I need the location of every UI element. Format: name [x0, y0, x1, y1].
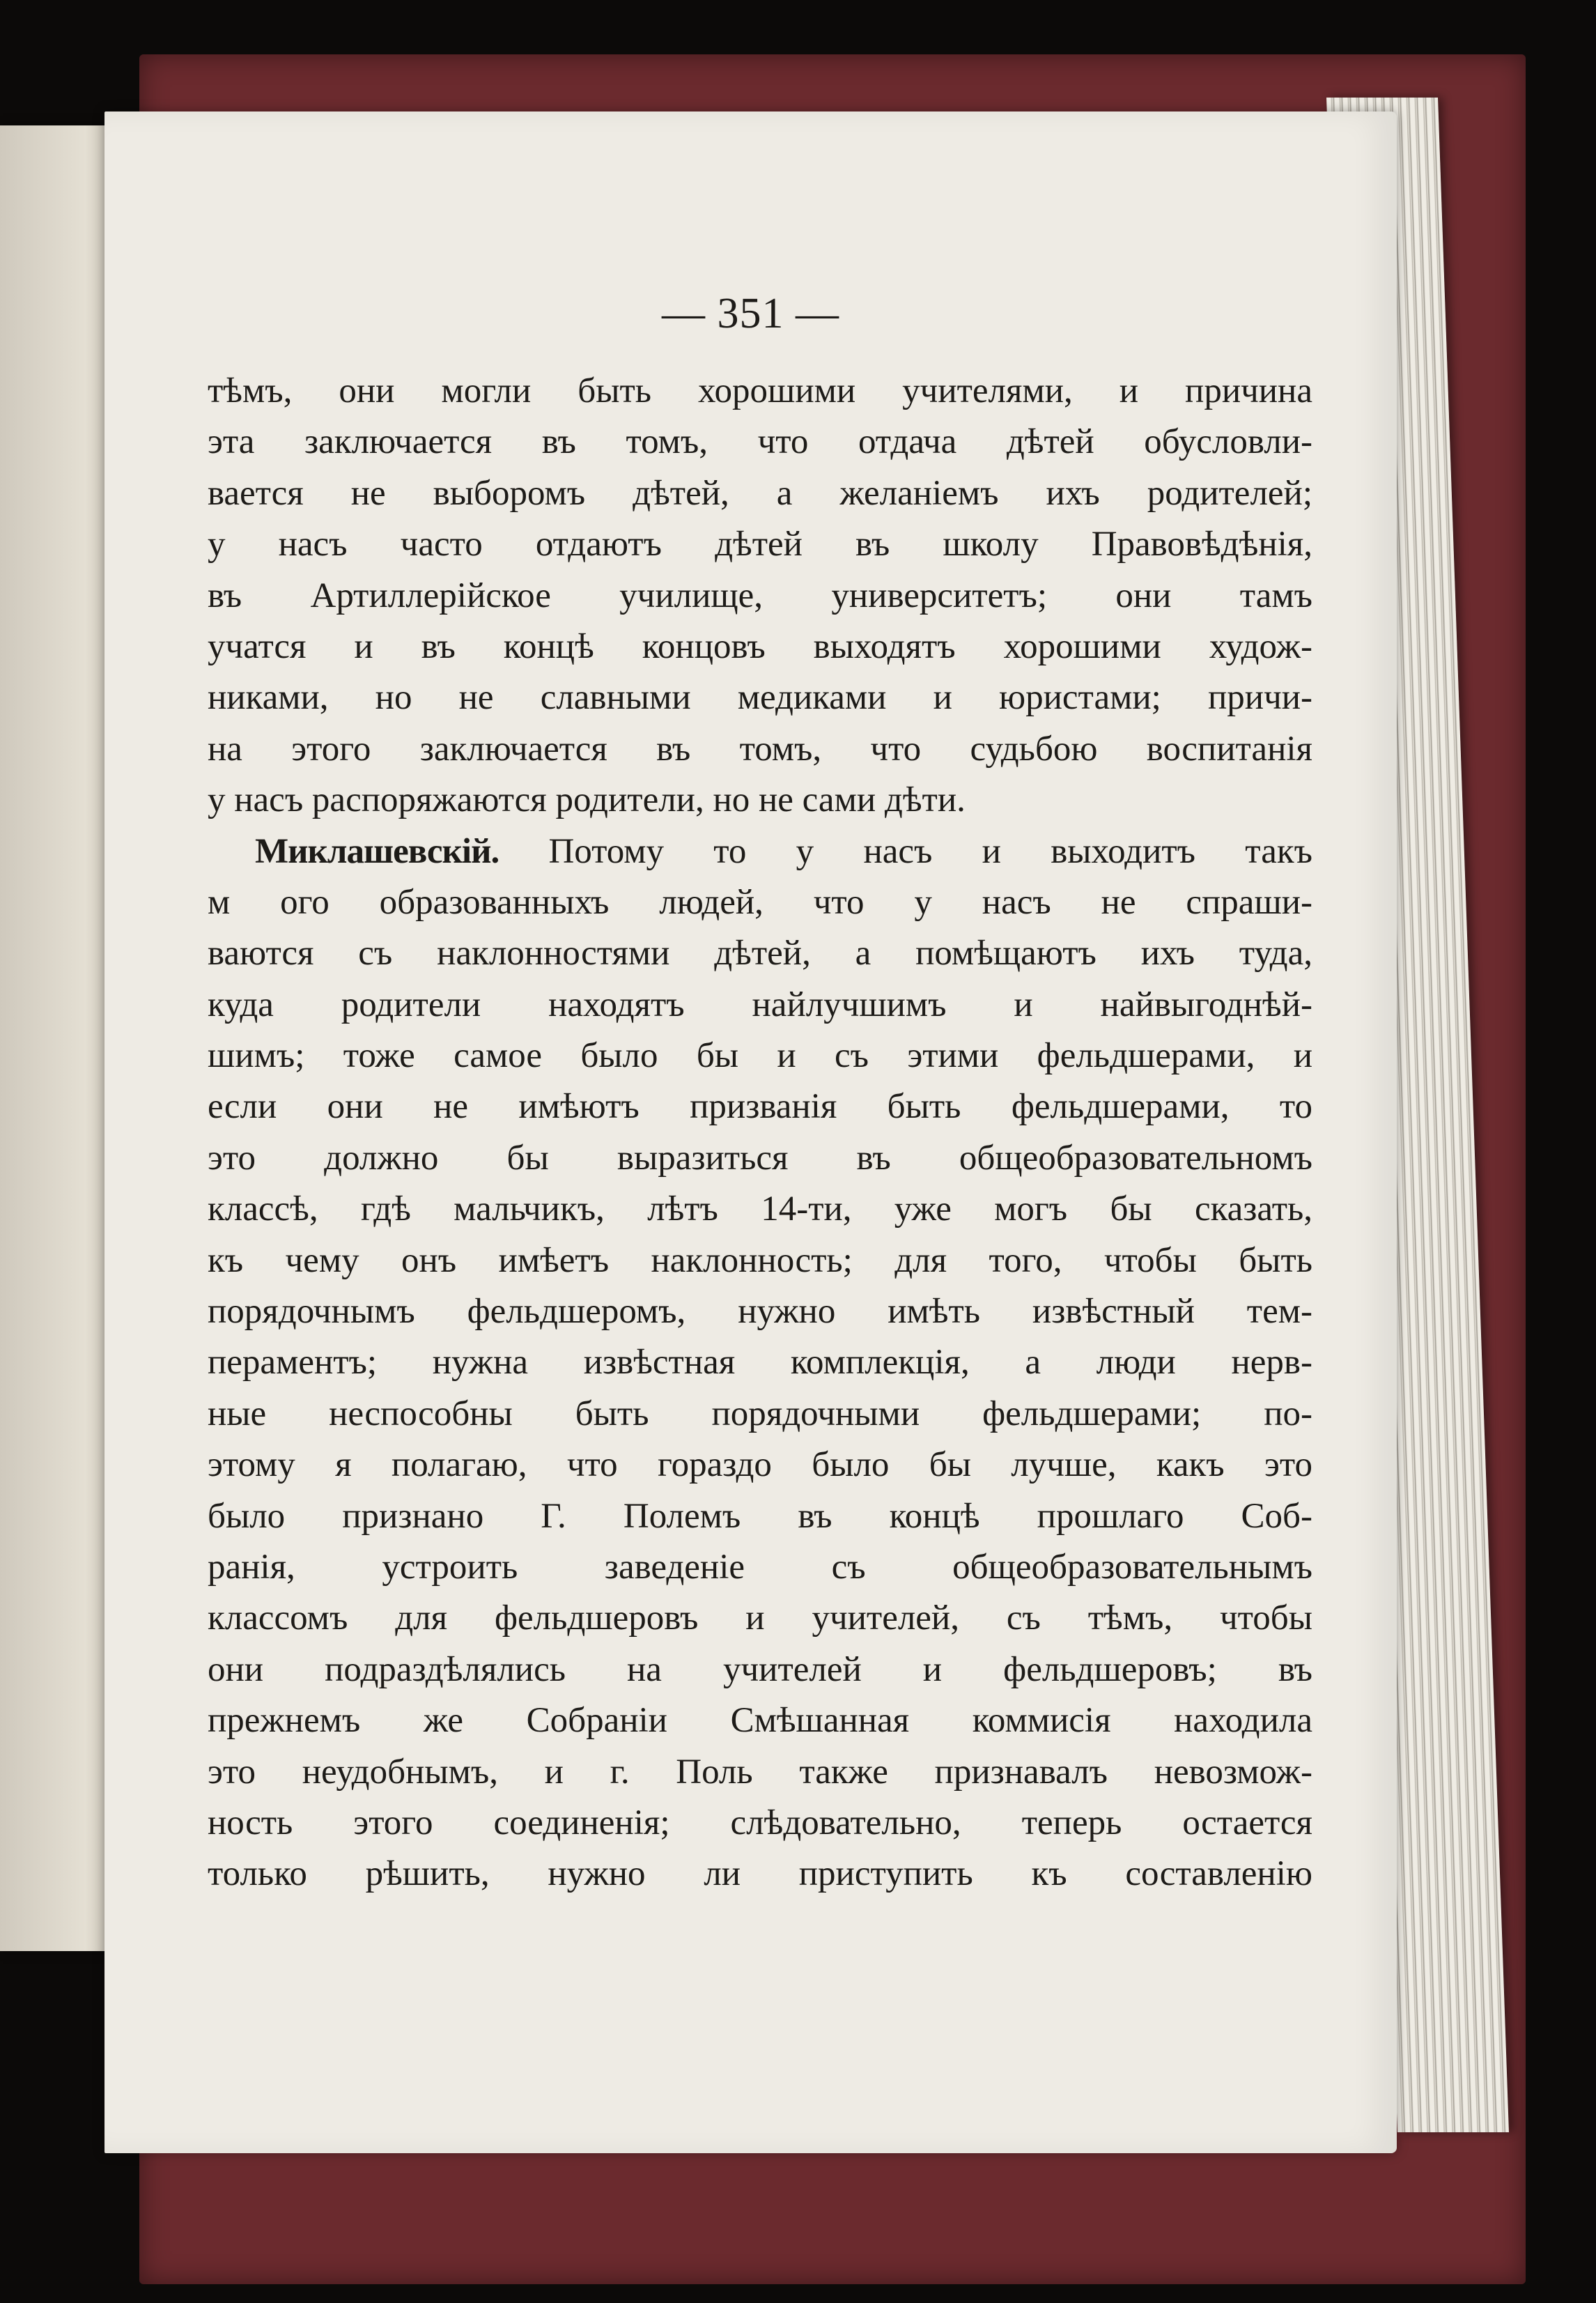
text-line: на этого заключается въ томъ, что судьбою воспитанія — [208, 729, 1312, 769]
left-page-edge — [0, 125, 122, 1951]
speaker-line — [208, 826, 1312, 877]
text-line: прежнемъ же Собраніи Смѣшанная коммисія находила — [208, 1701, 1312, 1741]
text-line: ные неспособны быть порядочными фельдшерами; по- — [208, 1394, 1312, 1433]
page-text — [208, 366, 1312, 1900]
text-line: было признано Г. Полемъ въ концѣ прошлаго Соб- — [208, 1496, 1312, 1536]
text-line: они подраздѣлялись на учителей и фельдшеровъ; въ — [208, 1649, 1312, 1689]
speaker-line-text: Потому то у насъ и выходитъ такъ — [548, 831, 1312, 871]
text-line: въ Артиллерійское училище, университетъ; они тамъ — [208, 576, 1312, 615]
text-line: классѣ, гдѣ мальчикъ, лѣтъ 14-ти, уже могъ бы сказать, — [208, 1189, 1312, 1229]
text-line: тѣмъ, они могли быть хорошими учителями, и причина — [208, 371, 1312, 410]
text-line: никами, но не славными медиками и юристами; причи- — [208, 678, 1312, 718]
text-line: порядочнымъ фельдшеромъ, нужно имѣть извѣстный тем- — [208, 1292, 1312, 1332]
text-line: ранія, устроить заведеніе съ общеобразовательнымъ — [208, 1547, 1312, 1587]
text-line: ность этого соединенія; слѣдовательно, теперь остается — [208, 1803, 1312, 1842]
text-line: это должно бы выразиться въ общеобразовательномъ — [208, 1138, 1312, 1178]
page-number: — 351 — — [662, 290, 839, 337]
text-line: ваются съ наклонностями дѣтей, а помѣщаютъ ихъ туда, — [208, 934, 1312, 973]
text-line: если они не имѣютъ призванія быть фельдшерами, то — [208, 1087, 1312, 1127]
speaker-name: Миклашевскій. — [255, 831, 499, 871]
book-page — [104, 111, 1397, 2153]
text-line: этому я полагаю, что гораздо было бы лучше, какъ это — [208, 1445, 1312, 1485]
text-line: у насъ распоряжаются родители, но не сами дѣти. — [208, 780, 966, 820]
text-line: вается не выборомъ дѣтей, а желаніемъ ихъ родителей; — [208, 473, 1312, 513]
text-line: это неудобнымъ, и г. Поль также признавалъ невозмож- — [208, 1752, 1312, 1792]
text-line: пераментъ; нужна извѣстная комплекція, а люди нерв- — [208, 1343, 1312, 1382]
text-line: шимъ; тоже самое было бы и съ этими фельдшерами, и — [208, 1036, 1312, 1076]
text-line: у насъ часто отдаютъ дѣтей въ школу Правовѣдѣнія, — [208, 525, 1312, 564]
text-line: классомъ для фельдшеровъ и учителей, съ тѣмъ, чтобы — [208, 1599, 1312, 1638]
text-line: къ чему онъ имѣетъ наклонность; для того, чтобы быть — [208, 1240, 1312, 1280]
text-line: м ого образованныхъ людей, что у насъ не спраши- — [208, 882, 1312, 922]
text-line: учатся и въ концѣ концовъ выходятъ хорошими худож- — [208, 626, 1312, 666]
text-line: только рѣшить, нужно ли приступить къ составленію — [208, 1854, 1312, 1894]
text-line: эта заключается въ томъ, что отдача дѣтей обусловли- — [208, 422, 1312, 462]
text-line: куда родители находятъ найлучшимъ и найвыгоднѣй- — [208, 985, 1312, 1024]
